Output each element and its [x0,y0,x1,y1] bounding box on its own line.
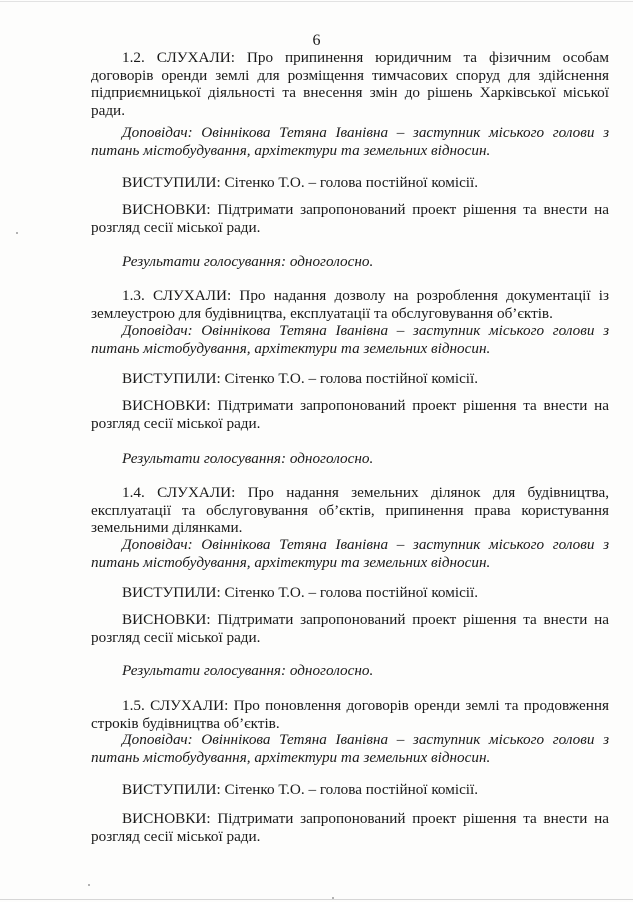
vote-result: Результати голосування: одноголосно. [122,253,374,270]
speaker-paragraph: Доповідач: Овіннікова Тетяна Іванівна – заступник міського голови з питань містобудування, архітектури та земельних відносин. [91,124,609,159]
section-1-3-spoke [91,370,609,388]
spoke-paragraph: ВИСТУПИЛИ: Сітенко Т.О. – голова постійної комісії. [122,174,479,191]
section-1-5-conclusion [91,810,609,845]
section-1-4-heard [91,484,609,537]
speaker-paragraph: Доповідач: Овіннікова Тетяна Іванівна – заступник міського голови з питань містобудування, архітектури та земельних відносин. [91,322,609,357]
heard-paragraph: 1.5. СЛУХАЛИ: Про поновлення договорів оренди землі та продовження строків будівництва об’єктів. [91,697,609,732]
vote-result: Результати голосування: одноголосно. [122,450,374,467]
speaker-paragraph: Доповідач: Овіннікова Тетяна Іванівна – заступник міського голови з питань містобудування, архітектури та земельних відносин. [91,731,609,766]
section-1-4-vote [91,662,609,680]
conclusion-paragraph: ВИСНОВКИ: Підтримати запропонований проект рішення та внести на розгляд сесії міської ради. [91,611,609,646]
section-1-3-conclusion [91,397,609,432]
speaker-paragraph: Доповідач: Овіннікова Тетяна Іванівна – заступник міського голови з питань містобудування, архітектури та земельних відносин. [91,536,609,571]
section-1-3-heard [91,287,609,322]
heard-paragraph: 1.3. СЛУХАЛИ: Про надання дозволу на розроблення документації із землеустрою для будівництва, експлуатації та обслуговування об’єктів. [91,287,609,322]
scan-speck [16,232,18,234]
section-1-5-heard [91,697,609,732]
scan-bottom-edge [0,899,633,900]
heard-paragraph: 1.4. СЛУХАЛИ: Про надання земельних ділянок для будівництва, експлуатації та обслуговування об’єктів, припинення права користування земельними ділянками. [91,484,609,536]
section-1-5-spoke [91,781,609,799]
section-1-4-speaker [91,536,609,571]
spoke-paragraph: ВИСТУПИЛИ: Сітенко Т.О. – голова постійної комісії. [122,781,479,798]
section-1-2-speaker [91,124,609,159]
page-number: 6 [312,32,321,49]
scan-speck [88,884,90,886]
scan-top-edge [0,1,633,2]
section-1-5-speaker [91,731,609,766]
conclusion-paragraph: ВИСНОВКИ: Підтримати запропонований проект рішення та внести на розгляд сесії міської ради. [91,397,609,432]
vote-result: Результати голосування: одноголосно. [122,662,374,679]
heard-paragraph: 1.2. СЛУХАЛИ: Про припинення юридичним та фізичним особам договорів оренди землі для розміщення тимчасових споруд для здійснення підприємницької діяльності та внесення змін до рішень Харківської міської ради. [91,49,609,119]
conclusion-paragraph: ВИСНОВКИ: Підтримати запропонований проект рішення та внести на розгляд сесії міської ради. [91,201,609,236]
section-1-4-spoke [91,584,609,602]
section-1-2-heard [91,49,609,119]
section-1-2-vote [91,253,609,271]
section-1-4-conclusion [91,611,609,646]
section-1-3-speaker [91,322,609,357]
spoke-paragraph: ВИСТУПИЛИ: Сітенко Т.О. – голова постійної комісії. [122,584,479,601]
spoke-paragraph: ВИСТУПИЛИ: Сітенко Т.О. – голова постійної комісії. [122,370,479,387]
section-1-2-spoke [91,174,609,192]
conclusion-paragraph: ВИСНОВКИ: Підтримати запропонований проект рішення та внести на розгляд сесії міської ради. [91,810,609,845]
section-1-3-vote [91,450,609,468]
section-1-2-conclusion [91,201,609,236]
